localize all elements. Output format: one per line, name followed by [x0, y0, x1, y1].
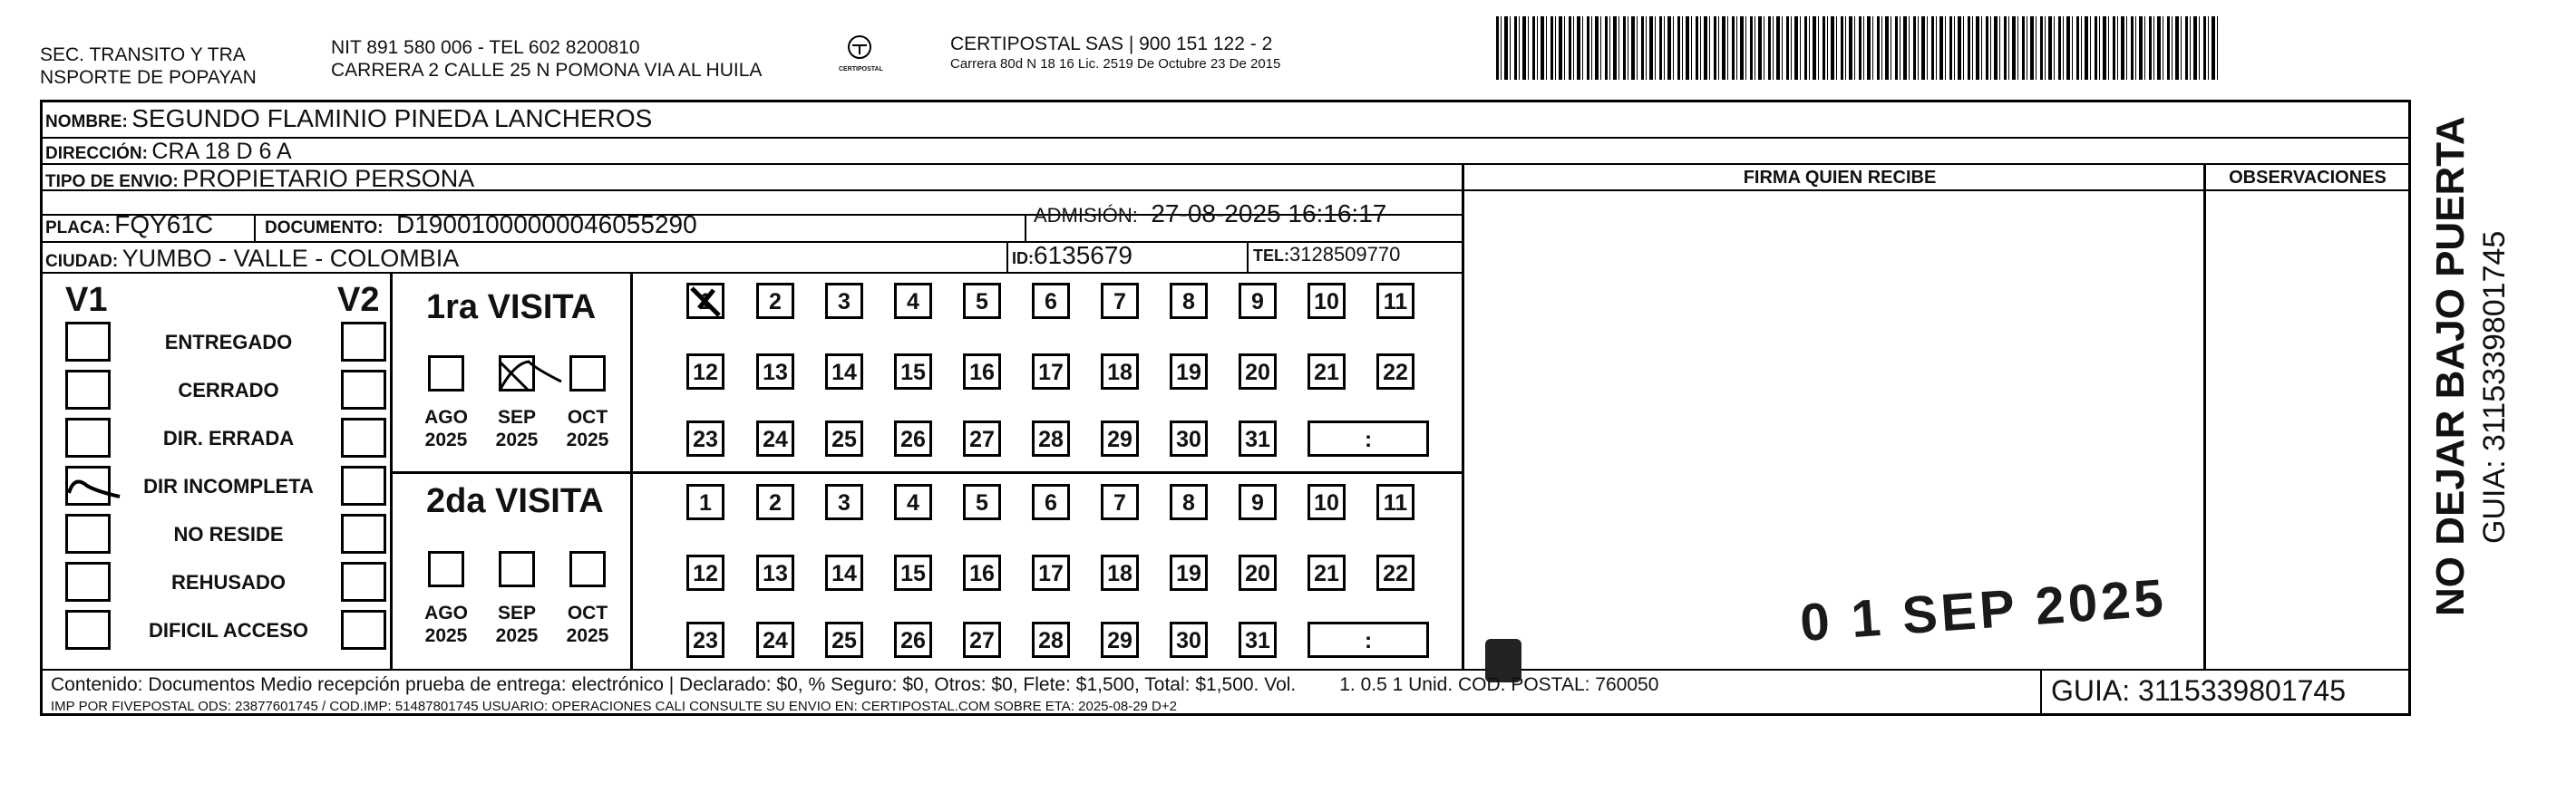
day-box[interactable]: 18	[1101, 555, 1139, 591]
observaciones-label: OBSERVACIONES	[2229, 168, 2386, 188]
day-box[interactable]: 7	[1101, 484, 1139, 520]
day-box[interactable]: 29	[1101, 420, 1139, 457]
day-box[interactable]: 11	[1376, 283, 1414, 319]
day-box[interactable]: 25	[825, 622, 863, 658]
second-visit-month-oct[interactable]	[569, 551, 606, 587]
day-box[interactable]: 4	[894, 283, 932, 319]
day-box[interactable]: 16	[963, 555, 1001, 591]
v1-checkbox-cerrado[interactable]	[65, 370, 111, 410]
day-box[interactable]: 26	[894, 420, 932, 457]
logo-icon	[841, 34, 878, 62]
v2-checkbox-dir-errada[interactable]	[341, 418, 386, 458]
option-entregado: ENTREGADO	[164, 331, 293, 353]
day-box[interactable]: 1	[686, 283, 724, 319]
day-box[interactable]: 22	[1376, 555, 1414, 591]
second-visit-title: 2da VISITA	[426, 482, 604, 520]
day-box[interactable]: 9	[1239, 283, 1277, 319]
day-box[interactable]: 4	[894, 484, 932, 520]
date-stamp: 0 1 SEP 2025	[1798, 567, 2169, 653]
option-dir-errada: DIR. ERRADA	[162, 427, 295, 450]
firma-label: FIRMA QUIEN RECIBE	[1743, 168, 1937, 188]
company-info: CERTIPOSTAL SAS | 900 151 122 - 2 Carrera 80d N 18 16 Lic. 2519 De Octubre 23 De 2015	[950, 34, 1281, 72]
nombre-row: NOMBRE: SEGUNDO FLAMINIO PINEDA LANCHEROS	[45, 104, 653, 132]
day-box[interactable]: 6	[1032, 484, 1070, 520]
day-box[interactable]: 5	[963, 484, 1001, 520]
day-box[interactable]: 28	[1032, 420, 1070, 457]
checkmark-icon	[686, 283, 724, 319]
v1-checkbox-no-reside[interactable]	[65, 514, 111, 554]
day-box[interactable]: 2	[756, 283, 794, 319]
v2-checkbox-entregado[interactable]	[341, 322, 386, 362]
first-visit-month-ago[interactable]	[428, 355, 464, 392]
second-visit-month-label-sep: SEP 2025	[495, 603, 539, 646]
first-visit-title: 1ra VISITA	[426, 288, 597, 326]
v2-checkbox-rehusado[interactable]	[341, 562, 386, 602]
option-no-reside: NO RESIDE	[173, 523, 284, 546]
day-box[interactable]: 30	[1170, 622, 1208, 658]
v1-checkbox-dificil-acceso[interactable]	[65, 610, 111, 650]
v1-label: V1	[65, 281, 108, 319]
option-rehusado: REHUSADO	[171, 571, 286, 594]
contenido-line: Contenido: Documentos Medio recepción prueba de entrega: electrónico | Declarado: $0, % Seguro: $0, Otros: $0, Flete: $1,500, Total: $1,500. Vol. 1. 0.5 1 Unid. COD. POSTAL: 760050	[51, 674, 1659, 695]
time-box[interactable]: :	[1307, 622, 1429, 658]
day-box[interactable]: 31	[1239, 622, 1277, 658]
admision-cell: ADMISIÓN: 27-08-2025 16:16:17	[1034, 199, 1387, 227]
day-box[interactable]: 2	[756, 484, 794, 520]
v2-checkbox-no-reside[interactable]	[341, 514, 386, 554]
day-box[interactable]: 3	[825, 484, 863, 520]
day-box[interactable]: 20	[1239, 353, 1277, 390]
first-visit-month-label-oct: OCT 2025	[566, 407, 609, 450]
v2-checkbox-cerrado[interactable]	[341, 370, 386, 410]
id-cell: ID:6135679	[1012, 241, 1133, 269]
day-box[interactable]: 24	[756, 420, 794, 457]
day-box[interactable]: 13	[756, 353, 794, 390]
v1-checkbox-dir-incompleta[interactable]	[65, 466, 111, 506]
imp-line: IMP POR FIVEPOSTAL ODS: 23877601745 / COD.IMP: 51487801745 USUARIO: OPERACIONES CALI CONSULTE SU ENVIO EN: CERTIPOSTAL.COM SOBRE ETA: 2025-08-29 D+2	[51, 699, 1177, 714]
day-box[interactable]: 10	[1307, 484, 1346, 520]
v1-checkbox-entregado[interactable]	[65, 322, 111, 362]
documento-cell: DOCUMENTO: D19001000000046055290	[265, 210, 697, 238]
day-box[interactable]: 23	[686, 420, 724, 457]
day-box[interactable]: 29	[1101, 622, 1139, 658]
v2-checkbox-dificil-acceso[interactable]	[341, 610, 386, 650]
ciudad-cell: CIUDAD: YUMBO - VALLE - COLOMBIA	[45, 245, 460, 272]
day-box[interactable]: 9	[1239, 484, 1277, 520]
tel-cell: TEL:3128509770	[1253, 243, 1401, 266]
second-visit-month-label-oct: OCT 2025	[566, 603, 609, 646]
day-box[interactable]: 7	[1101, 283, 1139, 319]
day-box[interactable]: 14	[825, 353, 863, 390]
certipostal-logo: CERTIPOSTAL	[839, 34, 880, 75]
day-box[interactable]: 11	[1376, 484, 1414, 520]
day-box[interactable]: 8	[1170, 283, 1208, 319]
day-box[interactable]: 24	[756, 622, 794, 658]
day-box[interactable]: 3	[825, 283, 863, 319]
sender-contact: NIT 891 580 006 - TEL 602 8200810 CARRERA 2 CALLE 25 N POMONA VIA AL HUILA	[331, 37, 763, 81]
day-box[interactable]: 19	[1170, 353, 1208, 390]
second-visit-month-sep[interactable]	[499, 551, 535, 587]
day-box[interactable]: 13	[756, 555, 794, 591]
day-box[interactable]: 22	[1376, 353, 1414, 390]
direccion-row: DIRECCIÓN: CRA 18 D 6 A	[45, 139, 292, 164]
placa-cell: PLACA: FQY61C	[45, 210, 214, 238]
option-cerrado: CERRADO	[178, 379, 279, 401]
day-box[interactable]: 6	[1032, 283, 1070, 319]
day-box[interactable]: 14	[825, 555, 863, 591]
day-box[interactable]: 16	[963, 353, 1001, 390]
sender-name: SEC. TRANSITO Y TRA NSPORTE DE POPAYAN	[40, 44, 257, 88]
day-box[interactable]: 28	[1032, 622, 1070, 658]
first-visit-month-oct[interactable]	[569, 355, 606, 392]
day-box[interactable]: 5	[963, 283, 1001, 319]
day-box[interactable]: 17	[1032, 555, 1070, 591]
guia-box: GUIA: 3115339801745	[2051, 674, 2346, 707]
day-box[interactable]: 23	[686, 622, 724, 658]
day-box[interactable]: 21	[1307, 353, 1346, 390]
v2-checkbox-dir-incompleta[interactable]	[341, 466, 386, 506]
day-box[interactable]: 27	[963, 420, 1001, 457]
side-guia: GUIA: 3115339801745	[2477, 230, 2512, 544]
day-box[interactable]: 30	[1170, 420, 1208, 457]
first-visit-month-label-sep: SEP 2025	[495, 407, 539, 450]
option-dificil-acceso: DIFICIL ACCESO	[148, 619, 308, 642]
day-box[interactable]: 19	[1170, 555, 1208, 591]
v1-checkbox-dir-errada[interactable]	[65, 418, 111, 458]
day-box[interactable]: 12	[686, 555, 724, 591]
day-box[interactable]: 17	[1032, 353, 1070, 390]
second-visit-month-label-ago: AGO 2025	[424, 603, 468, 646]
day-box[interactable]: 15	[894, 555, 932, 591]
day-box[interactable]: 20	[1239, 555, 1277, 591]
day-box[interactable]: 12	[686, 353, 724, 390]
day-box[interactable]: 15	[894, 353, 932, 390]
day-box[interactable]: 31	[1239, 420, 1277, 457]
day-box[interactable]: 25	[825, 420, 863, 457]
day-box[interactable]: 21	[1307, 555, 1346, 591]
day-box[interactable]: 18	[1101, 353, 1139, 390]
day-box[interactable]: 1	[686, 484, 724, 520]
v2-label: V2	[337, 281, 380, 319]
time-box[interactable]: :	[1307, 420, 1429, 457]
option-dir-incompleta: DIR INCOMPLETA	[143, 475, 314, 498]
first-visit-month-sep[interactable]	[499, 355, 535, 392]
side-warning: NO DEJAR BAJO PUERTA	[2428, 116, 2473, 616]
v1-checkbox-rehusado[interactable]	[65, 562, 111, 602]
day-box[interactable]: 8	[1170, 484, 1208, 520]
first-visit-month-label-ago: AGO 2025	[424, 407, 468, 450]
second-visit-month-ago[interactable]	[428, 551, 464, 587]
tipo-envio-row: TIPO DE ENVIO: PROPIETARIO PERSONA	[45, 165, 475, 192]
day-box[interactable]: 10	[1307, 283, 1346, 319]
checkmark-icon	[498, 354, 561, 394]
day-box[interactable]: 26	[894, 622, 932, 658]
day-box[interactable]: 27	[963, 622, 1001, 658]
barcode	[1496, 16, 2221, 80]
